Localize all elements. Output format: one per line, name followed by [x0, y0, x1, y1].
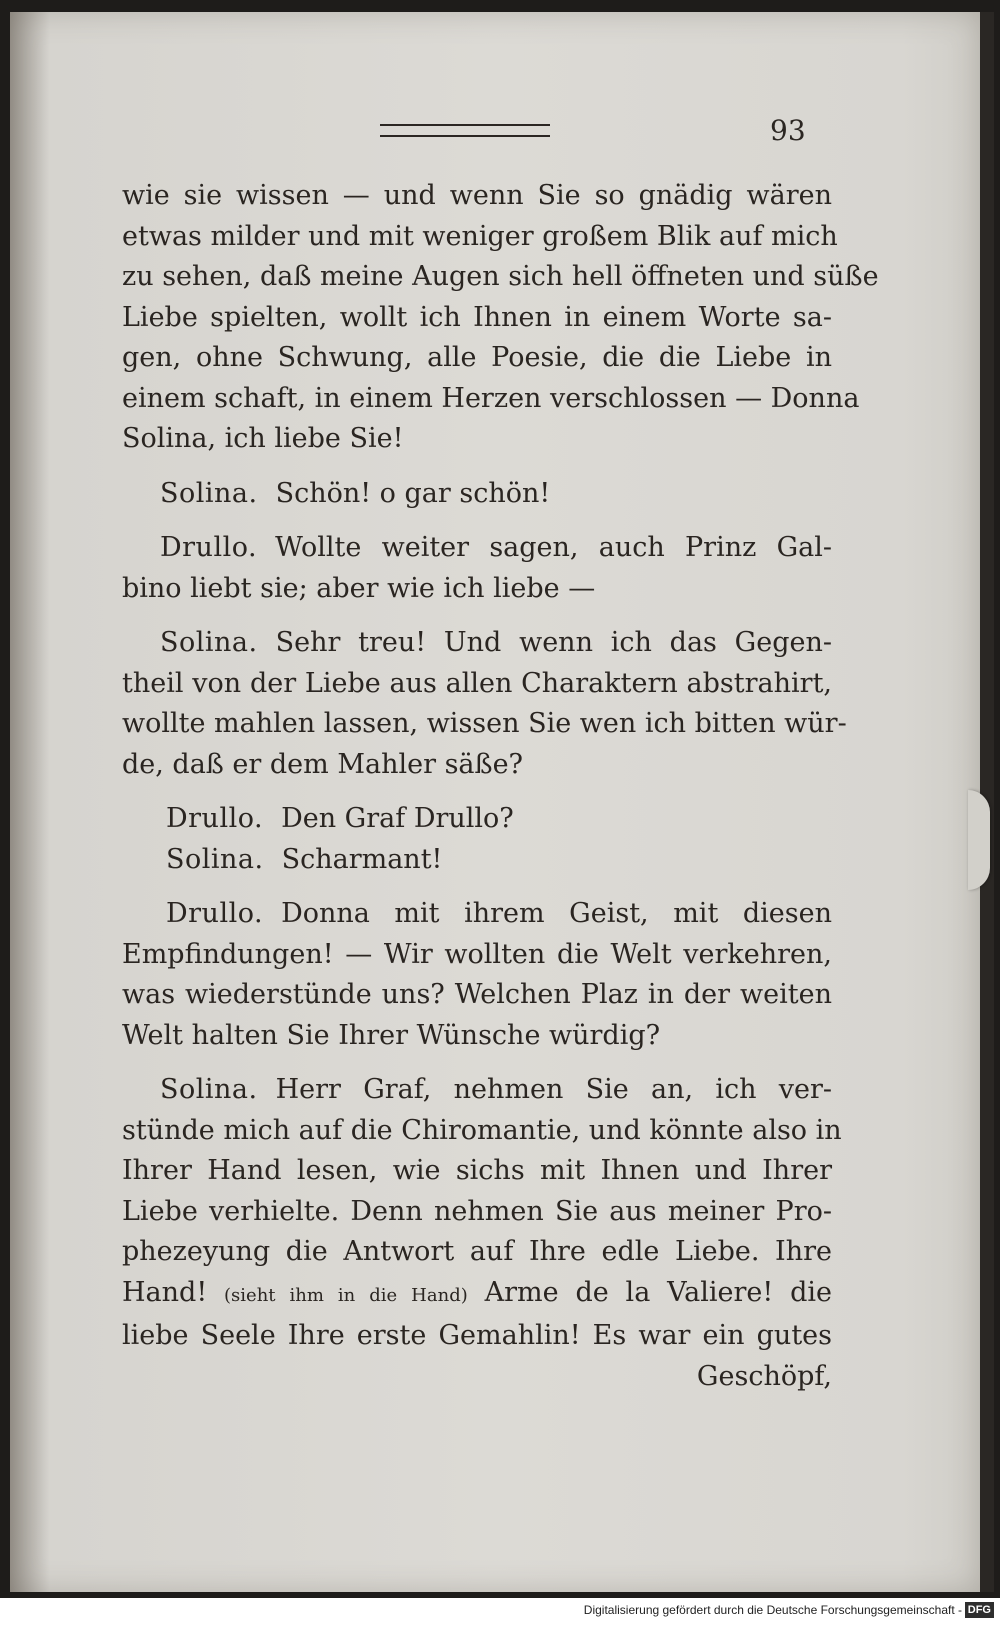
page-text	[122, 176, 879, 1397]
page-tab-marker	[968, 790, 990, 890]
text-line: de, daß er dem Mahler säße?	[122, 748, 524, 780]
dialogue-text: Schön! o gar schön!	[275, 477, 551, 509]
dialogue-line	[122, 1070, 832, 1111]
dialogue-line	[122, 894, 832, 935]
speaker-name: Drullo.	[166, 898, 264, 929]
text-line: Welt halten Sie Ihrer Wünsche würdig?	[122, 1019, 661, 1051]
catchword: Geschöpf,	[696, 1360, 832, 1392]
text-line: Solina, ich liebe Sie!	[122, 423, 404, 454]
dialogue-text: Den Graf Drullo?	[281, 803, 514, 834]
dialogue-text: Wollte weiter sagen, auch Prinz Gal-	[275, 532, 832, 563]
dialogue-line	[122, 840, 832, 881]
text-line: phezeyung die Antwort auf Ihre edle Liebe. Ihre	[122, 1236, 832, 1267]
text-line: Liebe spielten, wollt ich Ihnen in einem Worte sa-	[122, 301, 832, 333]
header-double-rule	[380, 124, 550, 137]
speaker-name: Solina.	[160, 1074, 258, 1105]
dialogue-text: Sehr treu! Und wenn ich das Gegen-	[275, 627, 832, 658]
dialogue-text: Donna mit ihrem Geist, mit diesen	[281, 898, 832, 929]
text-line: Liebe verhielte. Denn nehmen Sie aus meiner Pro-	[122, 1195, 832, 1227]
footer-bar	[0, 1598, 1000, 1626]
text-fragment: Hand!	[122, 1276, 208, 1308]
dialogue-line	[122, 799, 832, 840]
text-line: etwas milder und mit weniger großem Blik auf mich	[122, 220, 838, 252]
speaker-name: Drullo.	[166, 803, 264, 834]
text-line	[122, 1273, 832, 1317]
text-line: zu sehen, daß meine Augen sich hell öffneten und süße	[122, 261, 879, 292]
text-line: einem schaft, in einem Herzen verschlossen — Donna	[122, 382, 860, 414]
text-fragment: Arme de la Valiere! die	[484, 1276, 832, 1308]
speaker-name: Solina.	[160, 627, 258, 658]
page-number: 93	[770, 114, 806, 147]
speaker-name: Solina.	[166, 843, 264, 875]
text-line: stünde mich auf die Chiromantie, und könnte also in	[122, 1114, 842, 1146]
dialogue-line	[122, 623, 832, 664]
dialogue-text: Herr Graf, nehmen Sie an, ich ver-	[275, 1074, 832, 1105]
text-line: wie sie wissen — und wenn Sie so gnädig wären	[122, 180, 832, 211]
text-line: was wiederstünde uns? Welchen Plaz in der weiten	[122, 979, 832, 1010]
text-line: bino liebt sie; aber wie ich liebe —	[122, 572, 596, 604]
speaker-name: Solina.	[160, 477, 258, 509]
stage-direction: (sieht ihm in die Hand)	[224, 1284, 468, 1306]
text-line: Ihrer Hand lesen, wie sichs mit Ihnen und Ihrer	[122, 1155, 832, 1186]
text-line: wollte mahlen lassen, wissen Sie wen ich bitten wür-	[122, 708, 847, 739]
text-line: Empfindungen! — Wir wollten die Welt verkehren,	[122, 938, 832, 970]
spine-shadow	[10, 12, 50, 1592]
speaker-name: Drullo.	[160, 532, 258, 563]
dfg-logo: DFG	[965, 1602, 994, 1618]
text-line: liebe Seele Ihre erste Gemahlin! Es war ein gutes	[122, 1320, 832, 1351]
dialogue-line	[122, 528, 832, 569]
dialogue-text: Scharmant!	[281, 843, 443, 875]
text-line: gen, ohne Schwung, alle Poesie, die die Liebe in	[122, 342, 832, 373]
text-line: theil von der Liebe aus allen Charaktern abstrahirt,	[122, 667, 832, 699]
dialogue-line	[122, 474, 832, 515]
funding-notice: Digitalisierung gefördert durch die Deutsche Forschungsgemeinschaft -	[583, 1603, 962, 1617]
